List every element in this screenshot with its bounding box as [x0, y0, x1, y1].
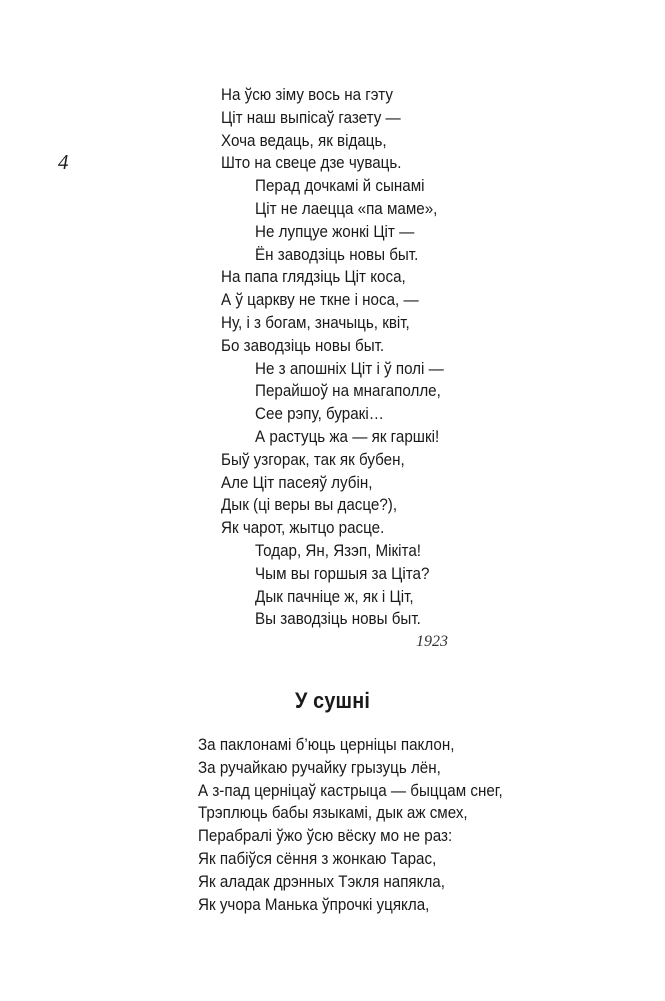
poem-line: А ў царкву не ткне і носа, —	[221, 291, 419, 310]
poem-line: Але Ціт пасеяў лубін,	[221, 473, 373, 492]
poem-1	[221, 84, 521, 631]
poem-line: Перад дочкамі й сынамі	[255, 177, 425, 196]
poem-line: Быў узгорак, так як бубен,	[221, 450, 405, 469]
poem-line: Што на свеце дзе чуваць.	[221, 154, 402, 173]
poem-line: Хоча ведаць, як відаць,	[221, 131, 387, 150]
poem-line: Ён заводзіць новы быт.	[255, 245, 419, 264]
poem-line: Ціт не лаецца «па маме»,	[255, 199, 438, 218]
poem-line: Трэплюць бабы языкамі, дык аж смех,	[198, 804, 468, 823]
poem-line: А з-пад церніцаў кастрыца — быццам снег,	[198, 781, 503, 800]
poem-year: 1923	[416, 633, 448, 650]
poem-line: Дык (ці веры вы дасце?),	[221, 496, 398, 515]
poem-line: Бо заводзіць новы быт.	[221, 336, 385, 355]
poem-line: А растуць жа — як гаршкі!	[255, 427, 440, 446]
poem-line: На ўсю зіму вось на гэту	[221, 86, 393, 104]
poem-line: Не лупцуе жонкі Ціт —	[255, 222, 415, 241]
poem-line: Ну, і з богам, значыць, квіт,	[221, 313, 410, 332]
poem-line: На папа глядзіць Ціт коса,	[221, 268, 406, 287]
poem-line: За паклонамі б’юць церніцы паклон,	[198, 736, 455, 754]
poem-line: Тодар, Ян, Язэп, Мікіта!	[255, 541, 421, 560]
poem-line: Сее рэпу, буракі…	[255, 405, 384, 424]
poem-line: Як чарот, жытцо расце.	[221, 519, 385, 538]
poem-line: Як аладак дрэнных Тэкля напякла,	[198, 872, 445, 891]
poem-line: За ручайкаю ручайку грызуць лён,	[198, 758, 441, 777]
stanza-number: 4	[58, 150, 69, 174]
poem-line: Перайшоў на мнагаполле,	[255, 382, 441, 401]
poem-line: Не з апошніх Ціт і ў полі —	[255, 359, 444, 378]
poem-line: Вы заводзіць новы быт.	[255, 610, 421, 629]
poem-line: Як пабіўся сёння з жонкаю Тарас,	[198, 849, 437, 868]
poem-2	[198, 734, 598, 916]
poem-line: Дык пачніце ж, як і Ціт,	[255, 587, 414, 606]
poem-line: Ціт наш выпісаў газету —	[221, 108, 401, 127]
poem-line: Як учора Манька ўпрочкі уцякла,	[198, 895, 430, 914]
poem-title: У сушні	[294, 688, 371, 713]
poem-line: Чым вы горшыя за Ціта?	[255, 564, 430, 583]
poem-line: Перабралі ўжо ўсю вёску мо не раз:	[198, 827, 453, 846]
